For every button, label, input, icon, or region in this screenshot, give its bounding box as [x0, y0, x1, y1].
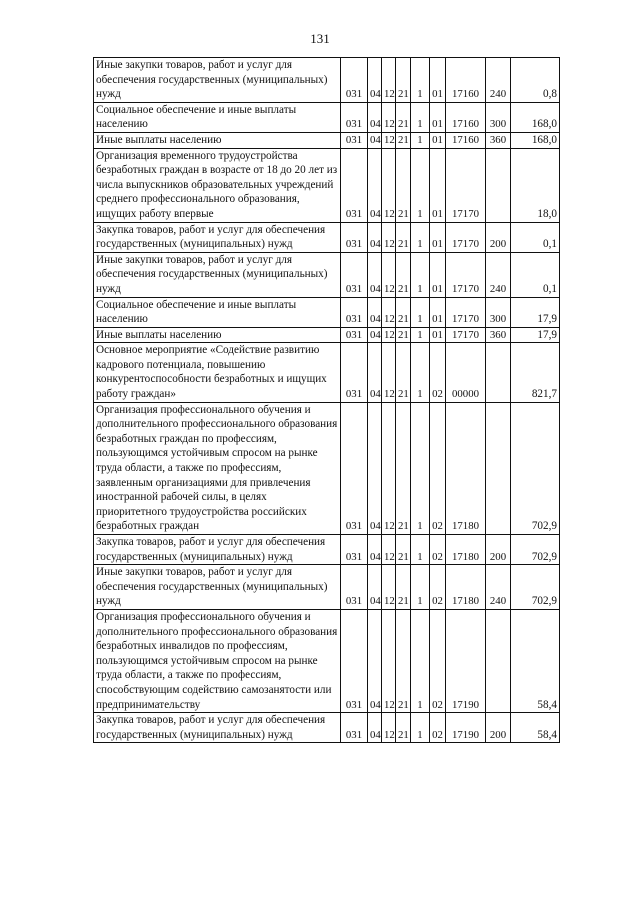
table-row	[94, 148, 560, 222]
subsection-code: 12	[382, 148, 396, 222]
section-code: 04	[368, 297, 382, 327]
expense-type-code	[486, 609, 511, 712]
table-row	[94, 102, 560, 132]
ministry-code: 031	[341, 102, 368, 132]
subsection-code: 12	[382, 222, 396, 252]
ministry-code: 031	[341, 58, 368, 103]
row-description: Иные выплаты населению	[94, 327, 341, 343]
expense-type-code	[486, 148, 511, 222]
event-code: 01	[430, 58, 446, 103]
ministry-code: 031	[341, 327, 368, 343]
table-row	[94, 297, 560, 327]
subprogram-code: 1	[411, 327, 430, 343]
event-code: 02	[430, 565, 446, 610]
subsection-code: 12	[382, 343, 396, 402]
table-row	[94, 222, 560, 252]
expense-type-code: 240	[486, 58, 511, 103]
table-row	[94, 609, 560, 712]
section-code: 04	[368, 132, 382, 148]
subsection-code: 12	[382, 609, 396, 712]
ministry-code: 031	[341, 297, 368, 327]
section-code: 04	[368, 58, 382, 103]
ministry-code: 031	[341, 148, 368, 222]
amount: 0,1	[511, 222, 560, 252]
program-code: 21	[396, 222, 411, 252]
event-code: 01	[430, 102, 446, 132]
ministry-code: 031	[341, 252, 368, 297]
ministry-code: 031	[341, 402, 368, 534]
expense-type-code: 200	[486, 713, 511, 743]
amount: 168,0	[511, 132, 560, 148]
target-code: 17170	[446, 148, 486, 222]
ministry-code: 031	[341, 343, 368, 402]
subprogram-code: 1	[411, 343, 430, 402]
target-code: 17180	[446, 402, 486, 534]
subsection-code: 12	[382, 132, 396, 148]
amount: 17,9	[511, 327, 560, 343]
amount: 0,1	[511, 252, 560, 297]
amount: 58,4	[511, 713, 560, 743]
subprogram-code: 1	[411, 58, 430, 103]
section-code: 04	[368, 222, 382, 252]
section-code: 04	[368, 148, 382, 222]
subprogram-code: 1	[411, 102, 430, 132]
subprogram-code: 1	[411, 222, 430, 252]
table-row	[94, 713, 560, 743]
subsection-code: 12	[382, 713, 396, 743]
target-code: 17190	[446, 713, 486, 743]
row-description: Иные выплаты населению	[94, 132, 341, 148]
event-code: 01	[430, 252, 446, 297]
event-code: 02	[430, 402, 446, 534]
event-code: 01	[430, 297, 446, 327]
table-row	[94, 58, 560, 103]
row-description: Социальное обеспечение и иные выплаты населению	[94, 297, 341, 327]
row-description: Организация профессионального обучения и дополнительного профессионального образования безработных граждан по профессиям, пользующимся устойчивым спросом на рынке труда области, а также по профессиям, заявленным организациями для привлечения иностранной рабочей силы, в целях приоритетного трудоустройства российских безработных граждан	[94, 402, 341, 534]
expense-type-code: 200	[486, 222, 511, 252]
section-code: 04	[368, 102, 382, 132]
section-code: 04	[368, 713, 382, 743]
subprogram-code: 1	[411, 148, 430, 222]
event-code: 01	[430, 132, 446, 148]
expense-type-code: 360	[486, 132, 511, 148]
amount: 17,9	[511, 297, 560, 327]
event-code: 02	[430, 535, 446, 565]
amount: 168,0	[511, 102, 560, 132]
subsection-code: 12	[382, 565, 396, 610]
program-code: 21	[396, 402, 411, 534]
table-row	[94, 327, 560, 343]
event-code: 02	[430, 609, 446, 712]
table-row	[94, 565, 560, 610]
subprogram-code: 1	[411, 609, 430, 712]
subsection-code: 12	[382, 297, 396, 327]
subprogram-code: 1	[411, 132, 430, 148]
subprogram-code: 1	[411, 713, 430, 743]
row-description: Социальное обеспечение и иные выплаты населению	[94, 102, 341, 132]
row-description: Иные закупки товаров, работ и услуг для обеспечения государственных (муниципальных) нужд	[94, 252, 341, 297]
section-code: 04	[368, 535, 382, 565]
ministry-code: 031	[341, 132, 368, 148]
target-code: 17190	[446, 609, 486, 712]
subprogram-code: 1	[411, 535, 430, 565]
ministry-code: 031	[341, 609, 368, 712]
ministry-code: 031	[341, 222, 368, 252]
target-code: 17160	[446, 102, 486, 132]
expense-type-code	[486, 402, 511, 534]
row-description: Закупка товаров, работ и услуг для обеспечения государственных (муниципальных) нужд	[94, 535, 341, 565]
table-row	[94, 343, 560, 402]
budget-table	[93, 57, 560, 743]
row-description: Закупка товаров, работ и услуг для обеспечения государственных (муниципальных) нужд	[94, 222, 341, 252]
section-code: 04	[368, 402, 382, 534]
expense-type-code: 360	[486, 327, 511, 343]
program-code: 21	[396, 327, 411, 343]
event-code: 02	[430, 713, 446, 743]
target-code: 17180	[446, 565, 486, 610]
program-code: 21	[396, 132, 411, 148]
row-description: Иные закупки товаров, работ и услуг для обеспечения государственных (муниципальных) нужд	[94, 58, 341, 103]
subsection-code: 12	[382, 535, 396, 565]
row-description: Организация временного трудоустройства безработных граждан в возрасте от 18 до 20 лет из числа выпускников образовательных учреждений среднего профессионального образования, ищущих работу впервые	[94, 148, 341, 222]
target-code: 17180	[446, 535, 486, 565]
ministry-code: 031	[341, 713, 368, 743]
event-code: 01	[430, 222, 446, 252]
program-code: 21	[396, 252, 411, 297]
target-code: 17170	[446, 252, 486, 297]
event-code: 02	[430, 343, 446, 402]
amount: 0,8	[511, 58, 560, 103]
expense-type-code	[486, 343, 511, 402]
table-row	[94, 252, 560, 297]
table-row	[94, 402, 560, 534]
target-code: 17160	[446, 58, 486, 103]
amount: 702,9	[511, 402, 560, 534]
expense-type-code: 240	[486, 565, 511, 610]
table-row	[94, 132, 560, 148]
amount: 702,9	[511, 565, 560, 610]
event-code: 01	[430, 148, 446, 222]
subsection-code: 12	[382, 402, 396, 534]
subprogram-code: 1	[411, 565, 430, 610]
amount: 821,7	[511, 343, 560, 402]
row-description: Иные закупки товаров, работ и услуг для обеспечения государственных (муниципальных) нужд	[94, 565, 341, 610]
page-number: 131	[310, 31, 330, 46]
section-code: 04	[368, 609, 382, 712]
program-code: 21	[396, 713, 411, 743]
program-code: 21	[396, 535, 411, 565]
amount: 702,9	[511, 535, 560, 565]
subsection-code: 12	[382, 58, 396, 103]
expense-type-code: 300	[486, 297, 511, 327]
table-row	[94, 535, 560, 565]
ministry-code: 031	[341, 565, 368, 610]
program-code: 21	[396, 297, 411, 327]
program-code: 21	[396, 58, 411, 103]
target-code: 17160	[446, 132, 486, 148]
target-code: 00000	[446, 343, 486, 402]
row-description: Основное мероприятие «Содействие развитию кадрового потенциала, повышению конкурентоспособности безработных и ищущих работу граждан»	[94, 343, 341, 402]
program-code: 21	[396, 609, 411, 712]
expense-type-code: 240	[486, 252, 511, 297]
section-code: 04	[368, 565, 382, 610]
ministry-code: 031	[341, 535, 368, 565]
program-code: 21	[396, 565, 411, 610]
program-code: 21	[396, 102, 411, 132]
subsection-code: 12	[382, 102, 396, 132]
program-code: 21	[396, 148, 411, 222]
subprogram-code: 1	[411, 402, 430, 534]
section-code: 04	[368, 327, 382, 343]
amount: 18,0	[511, 148, 560, 222]
subprogram-code: 1	[411, 252, 430, 297]
amount: 58,4	[511, 609, 560, 712]
expense-type-code: 300	[486, 102, 511, 132]
expense-type-code: 200	[486, 535, 511, 565]
section-code: 04	[368, 252, 382, 297]
subsection-code: 12	[382, 327, 396, 343]
row-description: Закупка товаров, работ и услуг для обеспечения государственных (муниципальных) нужд	[94, 713, 341, 743]
subprogram-code: 1	[411, 297, 430, 327]
target-code: 17170	[446, 327, 486, 343]
event-code: 01	[430, 327, 446, 343]
program-code: 21	[396, 343, 411, 402]
target-code: 17170	[446, 297, 486, 327]
row-description: Организация профессионального обучения и дополнительного профессионального образования безработных инвалидов по профессиям, пользующимся устойчивым спросом на рынке труда области, а также по профессиям, способствующим содействию самозанятости или предпринимательству	[94, 609, 341, 712]
subsection-code: 12	[382, 252, 396, 297]
section-code: 04	[368, 343, 382, 402]
target-code: 17170	[446, 222, 486, 252]
